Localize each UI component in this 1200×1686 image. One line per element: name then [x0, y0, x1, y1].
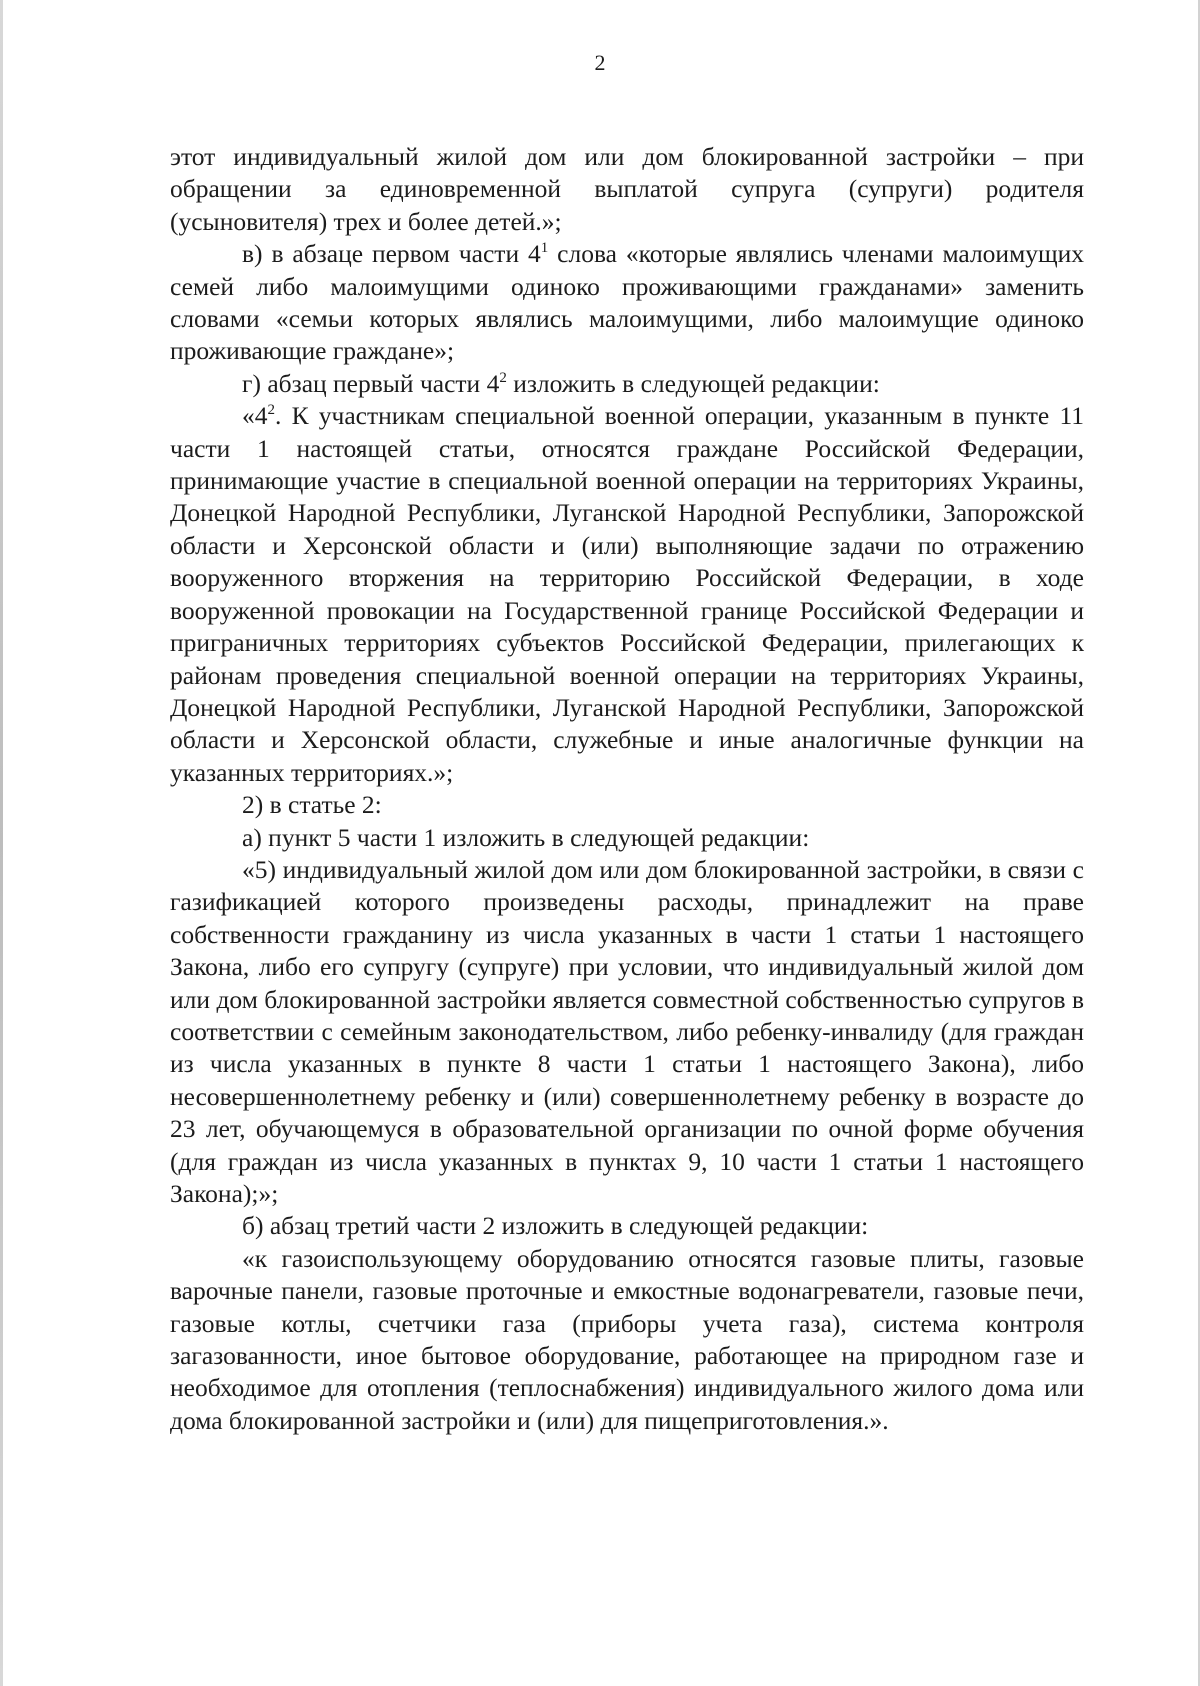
- paragraph-item-a: а) пункт 5 части 1 изложить в следующей редакции:: [242, 822, 810, 852]
- paragraph-quote-4-2: [170, 400, 1084, 789]
- paragraph-item-b: б) абзац третий части 2 изложить в следующей редакции:: [242, 1211, 869, 1241]
- paragraph-text: слова «которые являлись членами малоимущих семей либо малоимущими одиноко проживающими гражданами» заменить словами «семьи которых являлись малоимущими, либо малоимущие одиноко проживающие граждане»;: [170, 239, 1084, 366]
- page-number: 2: [594, 50, 606, 75]
- paragraph-text: . К участникам специальной военной операции, указанным в пункте 11 части 1 настоящей статьи, относятся граждане Российской Федерации, принимающие участие в специальной военной операции на территориях Украины, Донецкой Народной Республики, Луганской Народной Республики, Запорожской области и Херсонской области и (или) выполняющие задачи по отражению вооруженного вторжения на территорию Российской Федерации, в ходе вооруженной провокации на Государственной границе Российской Федерации и приграничных территориях субъектов Российской Федерации, прилегающих к районам проведения специальной военной операции на территориях Украины, Донецкой Народной Республики, Луганской Народной Республики, Запорожской области и Херсонской области, служебные и иные аналогичные функции на указанных территориях.»;: [170, 401, 1084, 787]
- paragraph-text: г) абзац первый части 4: [242, 368, 500, 398]
- paragraph-text: в) в абзаце первом части 4: [242, 239, 541, 269]
- document-body: [170, 141, 1084, 1437]
- paragraph-quote-equipment: «к газоиспользующему оборудованию относятся газовые плиты, газовые варочные панели, газовые проточные и емкостные водонагреватели, газовые печи, газовые котлы, счетчики газа (приборы учета газа), система контроля загазованности, иное бытовое оборудование, работающее на природном газе и необходимое для отопления (теплоснабжения) индивидуального жилого дома или дома блокированной застройки и (или) для пищеприготовления.».: [170, 1243, 1084, 1435]
- superscript: 1: [540, 240, 549, 257]
- superscript: 2: [267, 402, 275, 419]
- paragraph-quote-5: «5) индивидуальный жилой дом или дом блокированной застройки, в связи с газификацией которого произведены расходы, принадлежит на праве собственности гражданину из числа указанных в части 1 статьи 1 настоящего Закона, либо его супругу (супруге) при условии, что индивидуальный жилой дом или дом блокированной застройки является совместной собственностью супругов в соответствии с семейным законодательством, либо ребенку-инвалиду (для граждан из числа указанных в пункте 8 части 1 статьи 1 настоящего Закона), либо несовершеннолетнему ребенку и (или) совершеннолетнему ребенку в возрасте до 23 лет, обучающемуся в образовательной организации по очной форме обучения (для граждан из числа указанных в пунктах 9, 10 части 1 статьи 1 настоящего Закона);»;: [170, 854, 1084, 1208]
- paragraph-text: «4: [242, 401, 268, 431]
- paragraph-article-2: 2) в статье 2:: [242, 790, 382, 820]
- superscript: 2: [499, 369, 507, 386]
- paragraph-continuation: этот индивидуальный жилой дом или дом блокированной застройки – при обращении за единовременной выплатой супруга (супруги) родителя (усыновителя) трех и более детей.»;: [170, 142, 1084, 236]
- scan-edge-left: [0, 0, 3, 1686]
- paragraph-item-g: [170, 368, 1084, 400]
- paragraph-item-v: [170, 238, 1084, 368]
- paragraph-text: изложить в следующей редакции:: [506, 368, 880, 398]
